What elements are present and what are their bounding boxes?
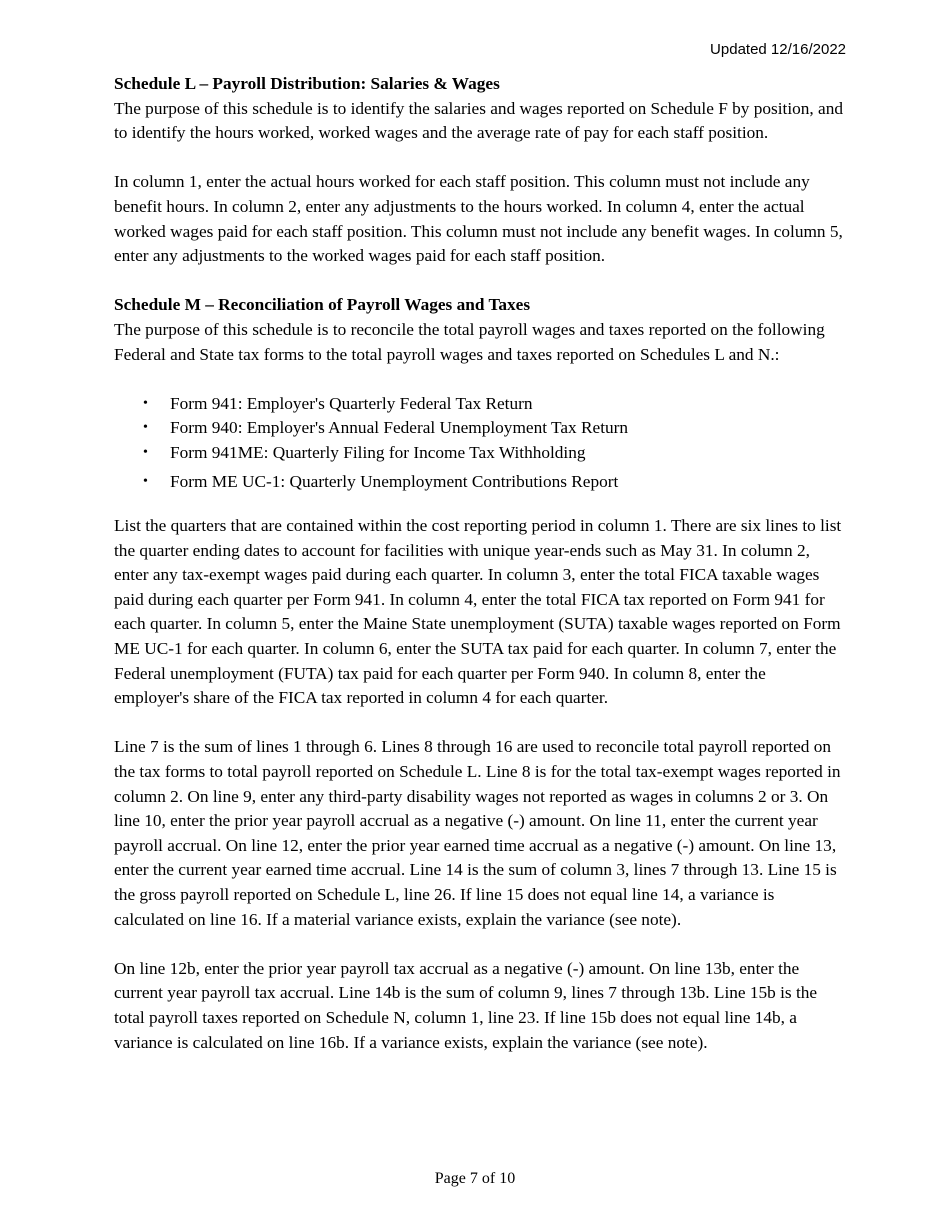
- schedule-l-heading: Schedule L – Payroll Distribution: Salaries & Wages: [114, 74, 500, 93]
- schedule-m-heading: Schedule M – Reconciliation of Payroll Wages and Taxes: [114, 295, 531, 315]
- schedule-m-columns-instructions: List the quarters that are contained within the cost reporting period in column 1. There are six lines to list the quarter ending dates to account for facilities with unique year-ends such as May 31. In column 2, enter any tax-exempt wages paid during each quarter. In column 3, enter the total FICA taxable wages paid during each quarter per Form 941. In column 4, enter the total FICA tax reported on Form 941 for each quarter. In column 5, enter the Maine State unemployment (SUTA) taxable wages reported on Form ME UC-1 for each quarter. In column 6, enter the SUTA tax paid for each quarter. In column 7, enter the Federal unemployment (FUTA) tax paid for each quarter per Form 940. In column 8, enter the employer's share of the FICA tax reported in column 4 for each quarter.: [114, 516, 842, 708]
- page-number: Page 7 of 10: [434, 1170, 516, 1187]
- list-item: [143, 416, 844, 441]
- updated-date: Updated 12/16/2022: [710, 41, 846, 58]
- schedule-m-section: [114, 293, 844, 1055]
- document-body: [114, 72, 844, 1080]
- list-item: [143, 392, 844, 417]
- bullet-icon: •: [143, 444, 148, 460]
- list-item-text: Form 940: Employer's Annual Federal Unemployment Tax Return: [170, 418, 629, 438]
- schedule-m-purpose: The purpose of this schedule is to reconcile the total payroll wages and taxes reported on the following Federal and State tax forms to the total payroll wages and taxes reported on Schedules L and N.:: [114, 319, 825, 364]
- list-item-text: Form ME UC-1: Quarterly Unemployment Contributions Report: [170, 471, 619, 491]
- bullet-icon: •: [143, 473, 148, 489]
- list-item: [143, 470, 844, 495]
- bullet-icon: •: [143, 420, 148, 436]
- list-item: [143, 441, 844, 466]
- schedule-m-tax-accrual-instructions: On line 12b, enter the prior year payroll tax accrual as a negative (-) amount. On line 13b, enter the current year payroll tax accrual. Line 14b is the sum of column 9, lines 7 through 13b. Line 15b is the total payroll taxes reported on Schedule N, column 1, line 23. If line 15b does not equal line 14b, a variance is calculated on line 16b. If a variance exists, explain the variance (see note).: [114, 958, 818, 1052]
- tax-forms-list: [114, 392, 844, 494]
- list-item-text: Form 941ME: Quarterly Filing for Income Tax Withholding: [170, 442, 586, 462]
- schedule-l-section: [114, 72, 844, 269]
- schedule-l-instructions: In column 1, enter the actual hours worked for each staff position. This column must not include any benefit hours. In column 2, enter any adjustments to the hours worked. In column 4, enter the actual worked wages paid for each staff position. This column must not include any benefit wages. In column 5, enter any adjustments to the worked wages paid for each staff position.: [114, 172, 843, 266]
- bullet-icon: •: [143, 395, 148, 411]
- list-item-text: Form 941: Employer's Quarterly Federal Tax Return: [170, 393, 533, 413]
- schedule-l-purpose: The purpose of this schedule is to identify the salaries and wages reported on Schedule F by position, and to identify the hours worked, worked wages and the average rate of pay for each staff position.: [114, 98, 844, 143]
- schedule-m-lines-instructions: Line 7 is the sum of lines 1 through 6. Lines 8 through 16 are used to reconcile total payroll reported on the tax forms to total payroll reported on Schedule L. Line 8 is for the total tax-exempt wages reported in column 2. On line 9, enter any third-party disability wages not reported as wages in columns 2 or 3. On line 10, enter the prior year payroll accrual as a negative (-) amount. On line 11, enter the current year payroll accrual. On line 12, enter the prior year earned time accrual as a negative (-) amount. On line 13, enter the current year earned time accrual. Line 14 is the sum of column 3, lines 7 through 13. Line 15 is the gross payroll reported on Schedule L, line 26. If line 15 does not equal line 14, a variance is calculated on line 16. If a material variance exists, explain the variance (see note).: [114, 737, 841, 929]
